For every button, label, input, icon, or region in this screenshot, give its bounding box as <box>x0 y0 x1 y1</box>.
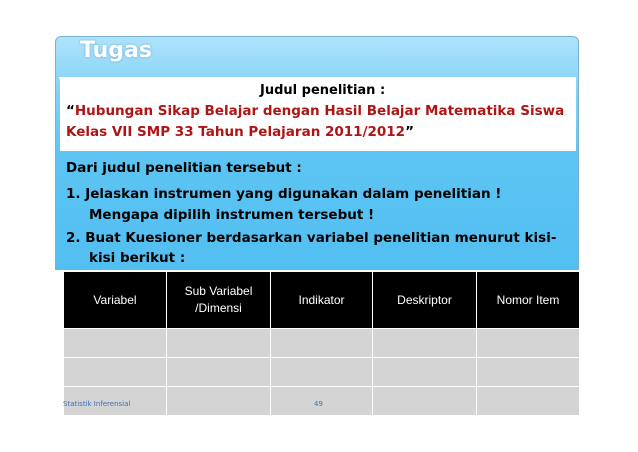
header-indikator: Indikator <box>271 272 373 329</box>
table-cell <box>167 387 271 416</box>
kisi-kisi-table <box>63 271 580 416</box>
page-number: 49 <box>314 400 323 408</box>
instruction-intro: Dari judul penelitian tersebut : <box>66 160 302 176</box>
close-quote: ” <box>405 124 414 140</box>
research-title-line-2 <box>66 124 414 140</box>
header-sub-variabel: Sub Variabel /Dimensi <box>167 272 271 329</box>
table-cell <box>477 358 580 387</box>
table-cell <box>64 358 167 387</box>
table-header-row <box>64 272 580 329</box>
header-variabel: Variabel <box>64 272 167 329</box>
table-cell <box>167 329 271 358</box>
table-cell <box>271 329 373 358</box>
header-nomor-item: Nomor Item <box>477 272 580 329</box>
instruction-1-cont: Mengapa dipilih instrumen tersebut ! <box>89 207 375 223</box>
instruction-2: 2. Buat Kuesioner berdasarkan variabel penelitian menurut kisi- <box>66 230 557 246</box>
table-cell <box>167 358 271 387</box>
table-row <box>64 358 580 387</box>
open-quote: “ <box>66 103 75 119</box>
table-cell <box>373 358 477 387</box>
table-cell <box>477 387 580 416</box>
instruction-2-cont: kisi berikut : <box>89 250 186 266</box>
table-row <box>64 329 580 358</box>
header-deskriptor: Deskriptor <box>373 272 477 329</box>
research-title-text-2: Kelas VII SMP 33 Tahun Pelajaran 2011/2012 <box>66 124 406 140</box>
instruction-1: 1. Jelaskan instrumen yang digunakan dalam penelitian ! <box>66 186 502 202</box>
table-cell <box>271 358 373 387</box>
research-title-text-1: Hubungan Sikap Belajar dengan Hasil Belajar Matematika Siswa <box>74 103 565 119</box>
table-cell <box>373 387 477 416</box>
table-cell <box>373 329 477 358</box>
research-title-label: Judul penelitian : <box>260 83 386 98</box>
slide-title: Tugas <box>80 38 152 63</box>
footer-course: Statistik Inferensial <box>63 400 131 408</box>
table-cell <box>477 329 580 358</box>
research-title-line-1 <box>66 103 564 119</box>
table-cell <box>64 329 167 358</box>
